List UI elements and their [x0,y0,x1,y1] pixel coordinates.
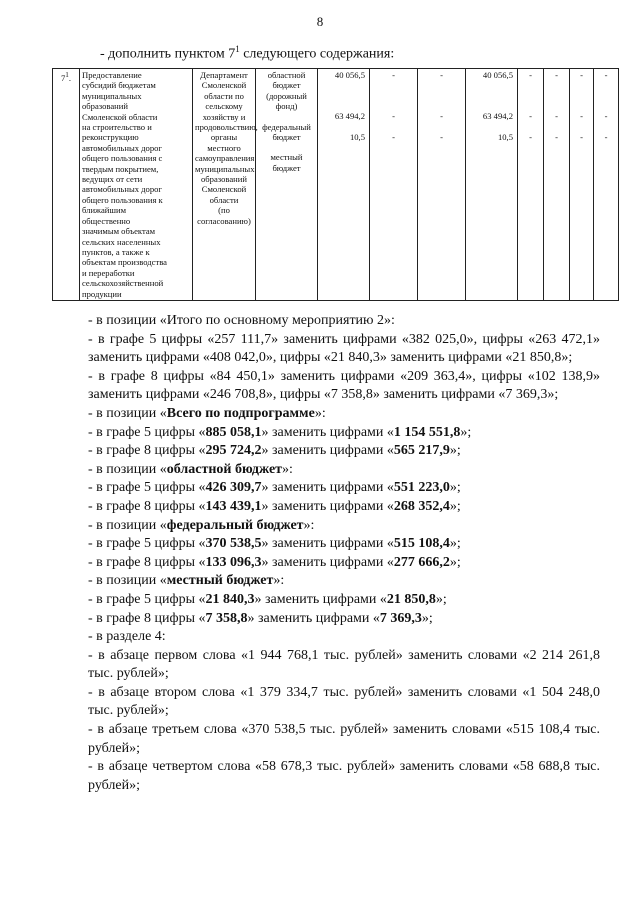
description-line: твердым покрытием, [82,163,159,174]
intro-rest: следующего содержания: [239,46,395,62]
paragraph-p2 [88,331,600,368]
text-run: »: [273,573,285,589]
description-line: общего пользования с [82,153,163,164]
bold-value: 426 309,7 [205,480,262,496]
description-line: объектам производства [82,257,167,268]
description-line: ближайшим [82,205,127,216]
description-line: значимым объектам [82,226,156,237]
executor-line: хозяйству и [202,111,246,122]
cell-col10 [544,69,570,301]
executor-line: самоуправления [195,153,255,164]
text-run: » заменить цифрами « [254,591,387,607]
executor-line: области по [204,90,244,101]
value-item: - [604,111,608,122]
value-item: - [555,111,558,122]
text-run: »; [449,480,461,496]
value-item: - [392,131,395,142]
paragraph-p7 [88,461,600,480]
description-line: продукции [82,288,122,299]
bold-value: областной бюджет [166,461,283,477]
text-run: » заменить цифрами « [261,480,394,496]
paragraph-p9 [88,498,600,517]
text-run: - в графе 5 цифры « [88,424,206,440]
text-run: »; [449,536,461,552]
source-group [258,70,315,112]
executor-line: согласованию) [197,215,251,226]
measure-table [52,68,619,301]
description-line: пунктов, а также к [82,246,150,257]
paragraph-p12 [88,554,600,573]
executor-line: Департамент [200,70,248,80]
text-run: - в позиции « [88,461,167,477]
paragraph-p10 [88,517,600,536]
source-line: фонд) [275,101,298,112]
text-run: - в позиции «Итого по основному мероприятию 2»: [88,313,395,328]
value-item: - [440,70,443,80]
text-run: - в абзаце третьем слова «370 538,5 тыс. рублей» заменить словами «515 108,4 тыс. рублей»; [88,722,600,756]
value-item: - [392,70,395,80]
text-run: - в абзаце втором слова «1 379 334,7 тыс. рублей» заменить словами «1 504 248,0 тыс. рублей»; [88,684,600,719]
cell-col9 [518,69,544,301]
text-run: »; [421,610,433,626]
bold-value: местный бюджет [166,573,274,589]
description-line: автомобильных дорог [82,142,162,153]
text-run: - в графе 5 цифры «257 111,7» заменить цифрами «382 025,0», цифры «263 472,1» заменить цифрами «408 042,0», цифры «21 840,3» заменить цифрами «21 850,8»; [88,331,600,366]
table-row [53,69,619,301]
description-line: Смоленской области [82,111,158,122]
text-run: » заменить цифрами « [247,610,380,626]
text-run: - в графе 8 цифры «84 450,1» заменить цифрами «209 363,4», цифры «102 138,9» заменить цифрами «246 708,8», цифры «7 358,8» заменить цифрами «7 369,3»; [88,368,600,403]
text-run: »; [449,554,461,570]
bold-value: 295 724,2 [205,443,262,459]
bold-value: 565 217,9 [393,443,450,459]
executor-line: сельскому [205,101,243,112]
value-item: 40 056,5 [482,70,513,80]
source-line: федеральный [262,121,311,132]
source-line: местный [270,152,303,163]
text-run: - в абзаце четвертом слова «58 678,3 тыс. рублей» заменить словами «58 688,8 тыс. рублей»; [88,759,600,793]
cell-col8 [466,69,518,301]
cell-col6 [370,69,418,301]
paragraph-p18 [88,684,600,721]
bold-value: 21 850,8 [386,591,436,607]
source-group [258,152,315,173]
executor-line: области [209,194,239,205]
value-item: - [555,131,558,142]
text-run: - в графе 8 цифры « [88,610,206,626]
value-item: - [580,131,583,142]
intro-text: - дополнить пунктом 7 [100,46,236,62]
text-run: - в позиции « [88,517,167,533]
executor-line: (по [218,205,230,216]
intro-line [100,44,394,63]
text-run: »; [449,443,461,459]
text-run: - в графе 8 цифры « [88,498,206,514]
value-item: - [392,111,395,122]
value-item: - [604,131,608,142]
paragraph-p8 [88,479,600,498]
text-run: »; [435,591,447,607]
source-group [258,122,315,143]
text-run: »; [449,498,461,514]
source-line: (дорожный [266,90,307,101]
description-line: общественно [82,215,131,226]
value-item: 40 056,5 [334,70,365,80]
executor-line: муниципальных [195,163,255,174]
bold-value: Всего по подпрограмме [166,405,315,421]
executor-line: Смоленской [201,80,247,91]
value-item: 10,5 [497,131,513,142]
text-run: » заменить цифрами « [261,498,394,514]
executor-line: продовольствию, [195,122,258,133]
value-item: 10,5 [349,131,365,142]
text-run: - в графе 8 цифры « [88,554,206,570]
source-line: бюджет [272,132,301,143]
text-run: »: [303,517,315,533]
bold-value: 7 369,3 [379,610,422,626]
paragraph-p11 [88,535,600,554]
value-item: 63 494,2 [482,111,513,122]
value-item: - [440,111,443,122]
cell-total [318,69,370,301]
executor-line: органы местного [207,132,241,153]
value-item: - [529,70,532,80]
source-line: бюджет [272,80,301,91]
paragraph-p4 [88,405,600,424]
text-run: - в графе 5 цифры « [88,480,206,496]
text-run: - в графе 8 цифры « [88,443,206,459]
bold-value: 21 840,3 [205,591,255,607]
value-item: 63 494,2 [334,111,365,122]
cell-sources [256,69,318,301]
paragraph-p16 [88,628,600,647]
description-line: автомобильных дорог [82,184,162,195]
cell-col7 [418,69,466,301]
bold-value: 370 538,5 [205,536,262,552]
value-item: - [580,70,583,80]
paragraph-p3 [88,368,600,405]
description-line: на строительство и [82,122,152,133]
text-run: - в графе 5 цифры « [88,591,206,607]
text-run: »: [314,405,326,421]
paragraph-p20 [88,758,600,795]
text-run: - в позиции « [88,573,167,589]
bold-value: 885 058,1 [205,424,262,440]
paragraph-p1 [88,312,600,331]
value-item: - [604,70,608,80]
paragraph-p17 [88,647,600,684]
text-run: »: [282,461,293,477]
paragraph-p14 [88,591,600,610]
cell-col12 [594,69,619,301]
bold-value: 133 096,3 [205,554,262,570]
text-run: »; [460,424,472,440]
value-item: - [555,70,558,80]
description-line: субсидий бюджетам [82,80,156,91]
paragraph-p5 [88,424,600,443]
bold-value: 1 154 551,8 [393,424,461,440]
page-number: 8 [316,14,324,29]
text-run: » заменить цифрами « [261,536,394,552]
text-run: - в разделе 4: [88,629,166,645]
cell-description [80,69,193,301]
bold-value: 515 108,4 [393,536,450,552]
amendment-text [88,312,600,795]
paragraph-p19 [88,721,600,758]
text-run: » заменить цифрами « [261,443,394,459]
value-item: - [580,111,583,122]
description-line: сельских населенных [82,236,161,247]
description-line: сельскохозяйственной [82,278,164,289]
source-line: бюджет [272,162,301,173]
paragraph-p6 [88,442,600,461]
value-item: - [529,131,532,142]
bold-value: 143 439,1 [205,498,262,514]
description-line: Предоставление [82,70,142,80]
description-line: общего пользования к [82,194,163,205]
executor-line: образований [201,174,247,185]
text-run: - в абзаце первом слова «1 944 768,1 тыс. рублей» заменить словами «2 214 261,8 тыс. рублей»; [88,647,600,682]
value-item: - [440,131,443,142]
source-line: областной [267,70,306,80]
bold-value: 551 223,0 [393,480,450,496]
bold-value: 268 352,4 [393,498,450,514]
cell-number: $7^1$. [53,69,80,301]
paragraph-p13 [88,572,600,591]
value-item: - [529,111,532,122]
text-run: » заменить цифрами « [261,424,394,440]
paragraph-p15 [88,610,600,629]
intro-sup: 1 [235,44,240,54]
text-run: - в графе 5 цифры « [88,536,206,552]
description-line: реконструкцию [82,132,139,143]
bold-value: 7 358,8 [205,610,248,626]
description-line: образований [82,101,128,112]
description-line: муниципальных [82,90,142,101]
executor-line: Смоленской [201,184,247,195]
cell-col11 [570,69,594,301]
bold-value: федеральный бюджет [166,517,304,533]
bold-value: 277 666,2 [393,554,450,570]
text-run: » заменить цифрами « [261,554,394,570]
description-line: и переработки [82,267,135,278]
description-line: ведущих от сети [82,174,143,185]
text-run: - в позиции « [88,405,167,421]
cell-executor [193,69,256,301]
